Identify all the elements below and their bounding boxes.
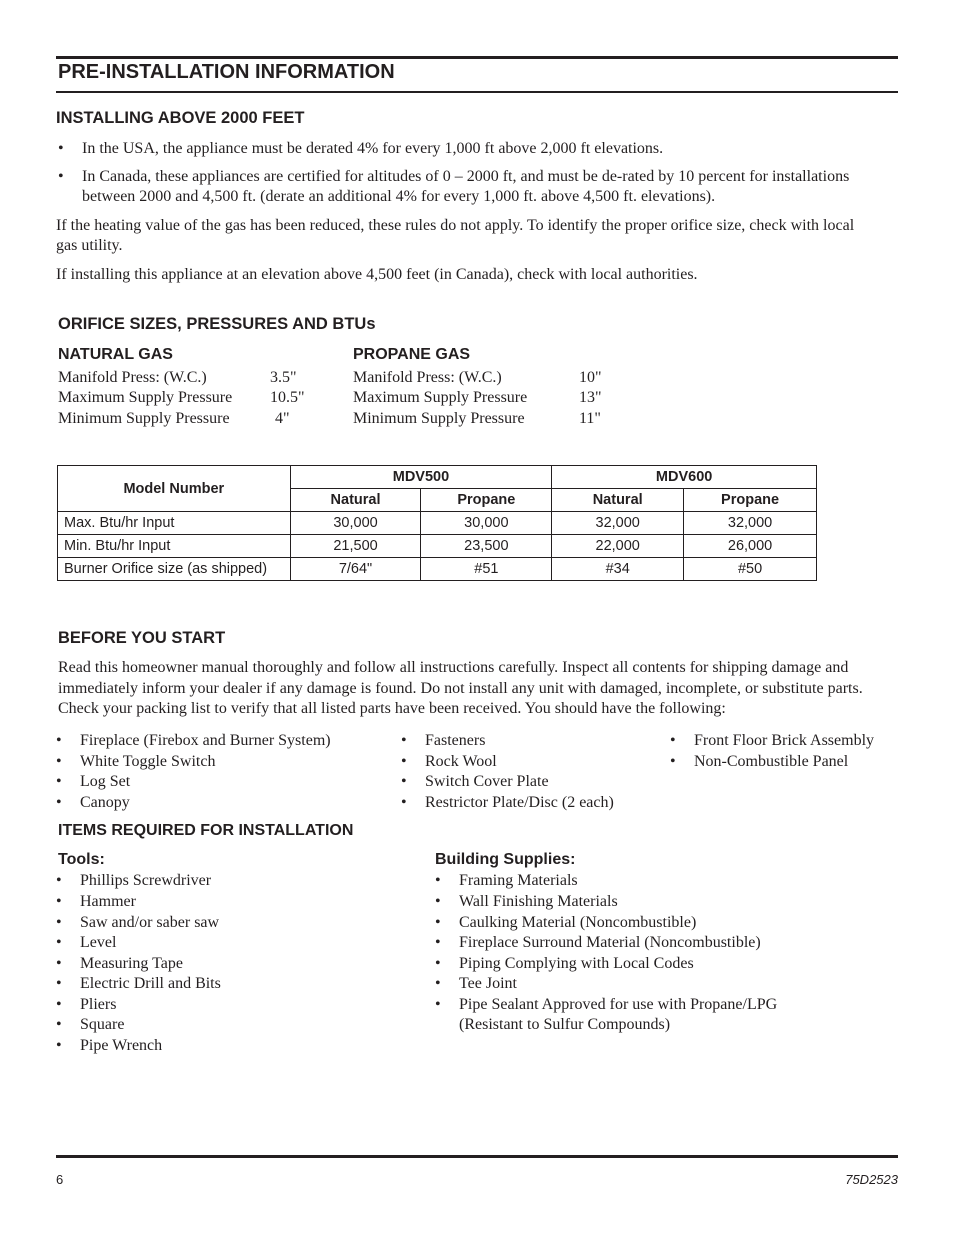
table-header-mdv500: MDV500: [290, 466, 552, 489]
before-paragraph-line: Check your packing list to verify that all listed parts have been received. You should have the following:: [58, 700, 726, 717]
table-header-model: Model Number: [58, 466, 291, 512]
propane-spec-value: 11": [579, 410, 601, 427]
header-rule-top: [56, 56, 898, 59]
altitude-heading: INSTALLING ABOVE 2000 FEET: [56, 109, 305, 127]
natural-spec-value: 3.5": [270, 369, 297, 386]
before-heading: BEFORE YOU START: [58, 629, 226, 647]
natural-spec-label: Minimum Supply Pressure: [58, 410, 230, 427]
btu-table: [57, 465, 817, 581]
altitude-paragraph-1-cont: gas utility.: [56, 237, 123, 254]
propane-spec-value: 13": [579, 389, 602, 406]
natural-gas-title: NATURAL GAS: [58, 346, 173, 363]
altitude-paragraph-2: If installing this appliance at an elevation above 4,500 feet (in Canada), check with local authorities.: [56, 266, 698, 283]
propane-spec-label: Manifold Press: (W.C.): [353, 369, 502, 386]
propane-spec-value: 10": [579, 369, 602, 386]
list-item-continuation: (Resistant to Sulfur Compounds): [459, 1016, 671, 1033]
natural-spec-value: 4": [275, 410, 290, 427]
altitude-paragraph-1: If the heating value of the gas has been reduced, these rules do not apply. To identify the proper orifice size, check with local: [56, 217, 855, 234]
natural-spec-label: Manifold Press: (W.C.): [58, 369, 207, 386]
table-subheader: Propane: [421, 489, 552, 512]
natural-spec-label: Maximum Supply Pressure: [58, 389, 233, 406]
table-row: Max. Btu/hr Input 30,000 30,000 32,000 32,000: [58, 512, 817, 535]
before-paragraph-line: immediately inform your dealer if any damage is found. Do not install any unit with damaged, incomplete, or substitute parts.: [58, 680, 863, 697]
table-subheader: Natural: [290, 489, 421, 512]
table-row: Burner Orifice size (as shipped) 7/64" #51 #34 #50: [58, 558, 817, 581]
supplies-title: Building Supplies:: [435, 851, 576, 868]
header-rule-bottom: [56, 91, 898, 93]
required-heading: ITEMS REQUIRED FOR INSTALLATION: [58, 822, 354, 839]
footer-rule: [56, 1155, 898, 1158]
table-subheader: Propane: [684, 489, 817, 512]
list-item-continuation: between 2000 and 4,500 ft. (derate an additional 4% for every 1,000 ft. above 4,500 ft. elevations).: [82, 188, 716, 205]
natural-spec-value: 10.5": [270, 389, 305, 406]
table-row: Min. Btu/hr Input 21,500 23,500 22,000 26,000: [58, 535, 817, 558]
page-number: 6: [56, 1172, 64, 1187]
table-header-mdv600: MDV600: [552, 466, 817, 489]
orifice-heading: ORIFICE SIZES, PRESSURES AND BTUs: [58, 315, 376, 333]
propane-gas-title: PROPANE GAS: [353, 346, 471, 363]
page-title: PRE-INSTALLATION INFORMATION: [58, 61, 395, 83]
document-number: 75D2523: [845, 1172, 898, 1187]
before-paragraph-line: Read this homeowner manual thoroughly and follow all instructions carefully. Inspect all contents for shipping damage and: [58, 659, 849, 676]
propane-spec-label: Maximum Supply Pressure: [353, 389, 528, 406]
tools-title: Tools:: [58, 851, 105, 868]
propane-spec-label: Minimum Supply Pressure: [353, 410, 525, 427]
table-subheader: Natural: [552, 489, 684, 512]
